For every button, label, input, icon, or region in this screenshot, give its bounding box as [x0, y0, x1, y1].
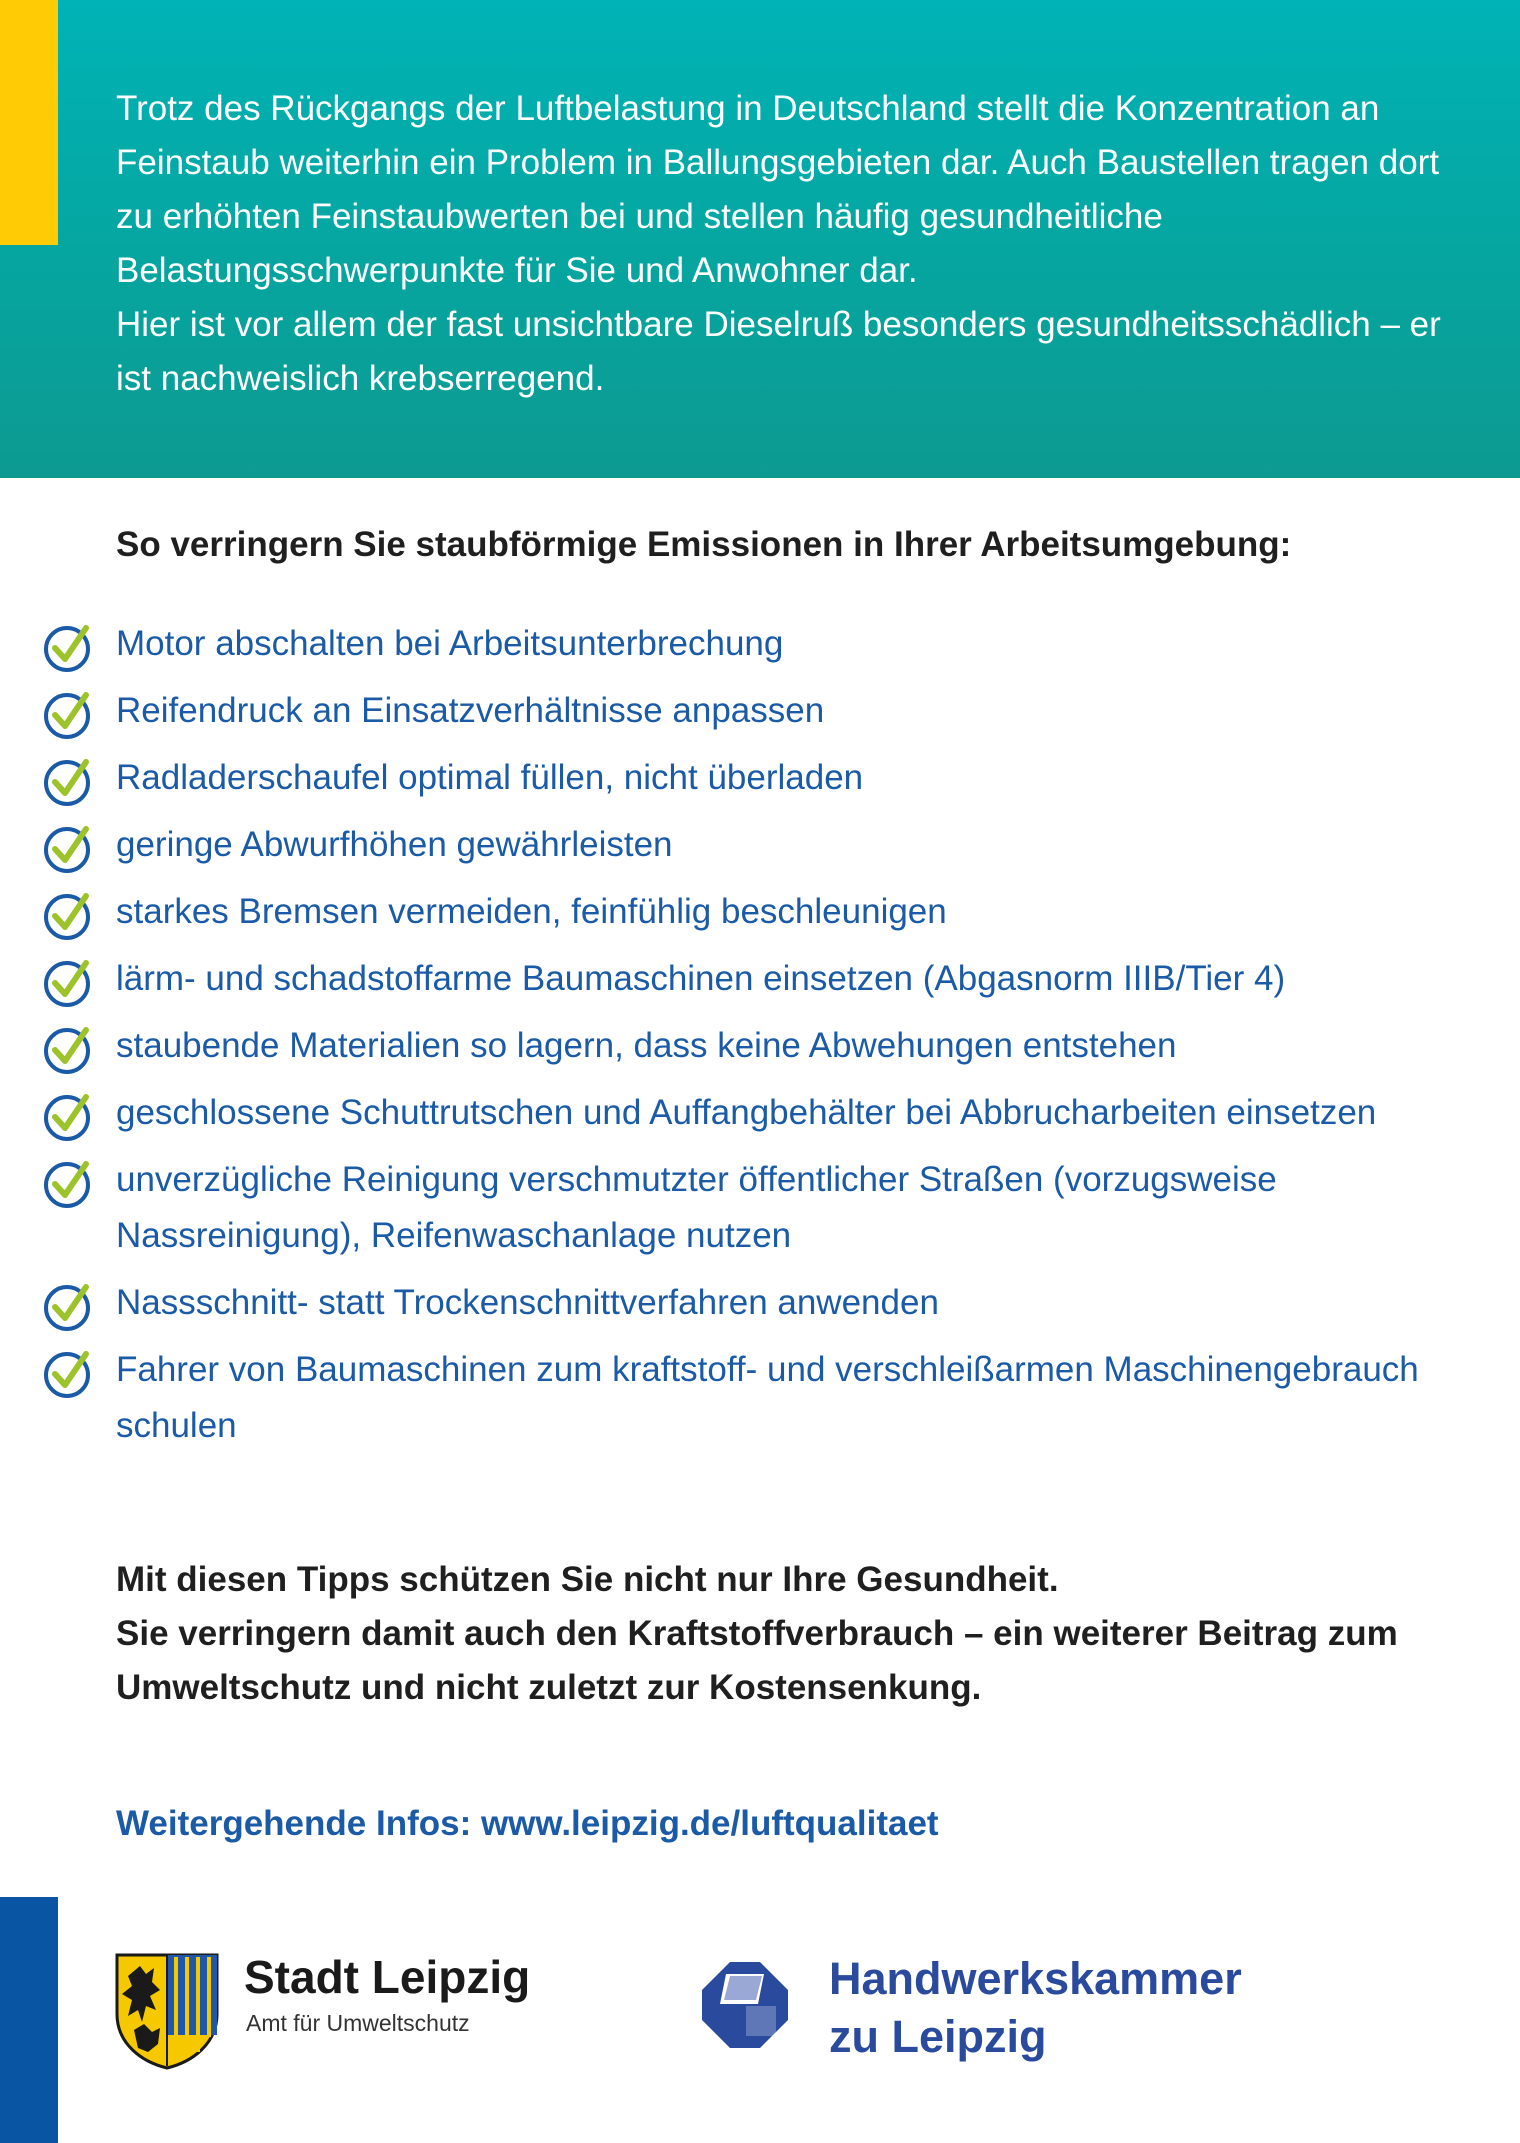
- list-item: [0, 817, 1520, 873]
- list-item: [0, 1342, 1520, 1454]
- tip-text: unverzügliche Reinigung verschmutzter öffentlicher Straßen (vorzugsweise Nassreinigung), Reifenwaschanlage nutzen: [116, 1160, 1277, 1255]
- more-info-link[interactable]: Weitergehende Infos: www.leipzig.de/luftqualitaet: [116, 1804, 939, 1843]
- hwk-logo-icon: [700, 1960, 790, 2050]
- list-item: [0, 1085, 1520, 1141]
- tip-text: Radladerschaufel optimal füllen, nicht überladen: [116, 758, 864, 797]
- tips-heading: So verringern Sie staubförmige Emissionen in Ihrer Arbeitsumgebung:: [116, 525, 1292, 564]
- tip-text: Motor abschalten bei Arbeitsunterbrechung: [116, 624, 784, 663]
- checkmark-icon: [42, 756, 94, 808]
- checkmark-icon: [42, 1158, 94, 1210]
- tip-text: Reifendruck an Einsatzverhältnisse anpassen: [116, 691, 825, 730]
- tip-text: geringe Abwurfhöhen gewährleisten: [116, 825, 673, 864]
- yellow-accent-bar: [0, 0, 58, 245]
- hwk-logo-name: [829, 1950, 1242, 2066]
- tip-text: starkes Bremsen vermeiden, feinfühlig beschleunigen: [116, 892, 947, 931]
- hwk-name-line-1: Handwerkskammer: [829, 1953, 1242, 2004]
- tips-list: [0, 616, 1520, 1465]
- checkmark-icon: [42, 823, 94, 875]
- tip-text: lärm- und schadstoffarme Baumaschinen einsetzen (Abgasnorm IIIB/Tier 4): [116, 959, 1286, 998]
- list-item: [0, 951, 1520, 1007]
- leipzig-logo-name: Stadt Leipzig: [244, 1951, 531, 2003]
- intro-paragraph-1: Trotz des Rückgangs der Luftbelastung in Deutschland stellt die Konzentration an Feinstaub weiterhin ein Problem in Ballungsgebieten dar. Auch Baustellen tragen dort zu erhöhten Feinstaubwerten bei und stellen häufig gesundheitliche Belastungsschwerpunkte für Sie und Anwohner dar.: [116, 89, 1440, 290]
- checkmark-icon: [42, 1024, 94, 1076]
- closing-line-1: Mit diesen Tipps schützen Sie nicht nur Ihre Gesundheit.: [116, 1560, 1059, 1599]
- hwk-name-line-2: zu Leipzig: [829, 2011, 1047, 2062]
- checkmark-icon: [42, 622, 94, 674]
- leipzig-crest-icon: [114, 1952, 220, 2070]
- list-item: [0, 1018, 1520, 1074]
- list-item: [0, 884, 1520, 940]
- list-item: [0, 750, 1520, 806]
- closing-line-2: Sie verringern damit auch den Kraftstoffverbrauch – ein weiterer Beitrag zum Umweltschutz und nicht zuletzt zur Kostensenkung.: [116, 1614, 1398, 1707]
- closing-text: [116, 1553, 1496, 1715]
- tip-text: staubende Materialien so lagern, dass keine Abwehungen entstehen: [116, 1026, 1177, 1065]
- leipzig-logo-subtitle: Amt für Umweltschutz: [246, 2010, 470, 2036]
- tip-text: geschlossene Schuttrutschen und Auffangbehälter bei Abbrucharbeiten einsetzen: [116, 1093, 1377, 1132]
- checkmark-icon: [42, 689, 94, 741]
- tip-text: Nassschnitt- statt Trockenschnittverfahren anwenden: [116, 1283, 939, 1322]
- intro-text: [116, 82, 1446, 406]
- checkmark-icon: [42, 1348, 94, 1400]
- list-item: [0, 1275, 1520, 1331]
- list-item: [0, 683, 1520, 739]
- blue-accent-bar: [0, 1897, 58, 2143]
- checkmark-icon: [42, 957, 94, 1009]
- checkmark-icon: [42, 890, 94, 942]
- list-item: [0, 1152, 1520, 1264]
- checkmark-icon: [42, 1091, 94, 1143]
- intro-paragraph-2: Hier ist vor allem der fast unsichtbare Dieselruß besonders gesundheitsschädlich – er ist nachweislich krebserregend.: [116, 305, 1441, 398]
- checkmark-icon: [42, 1281, 94, 1333]
- tip-text: Fahrer von Baumaschinen zum kraftstoff- und verschleißarmen Maschinengebrauch schulen: [116, 1350, 1419, 1445]
- list-item: [0, 616, 1520, 672]
